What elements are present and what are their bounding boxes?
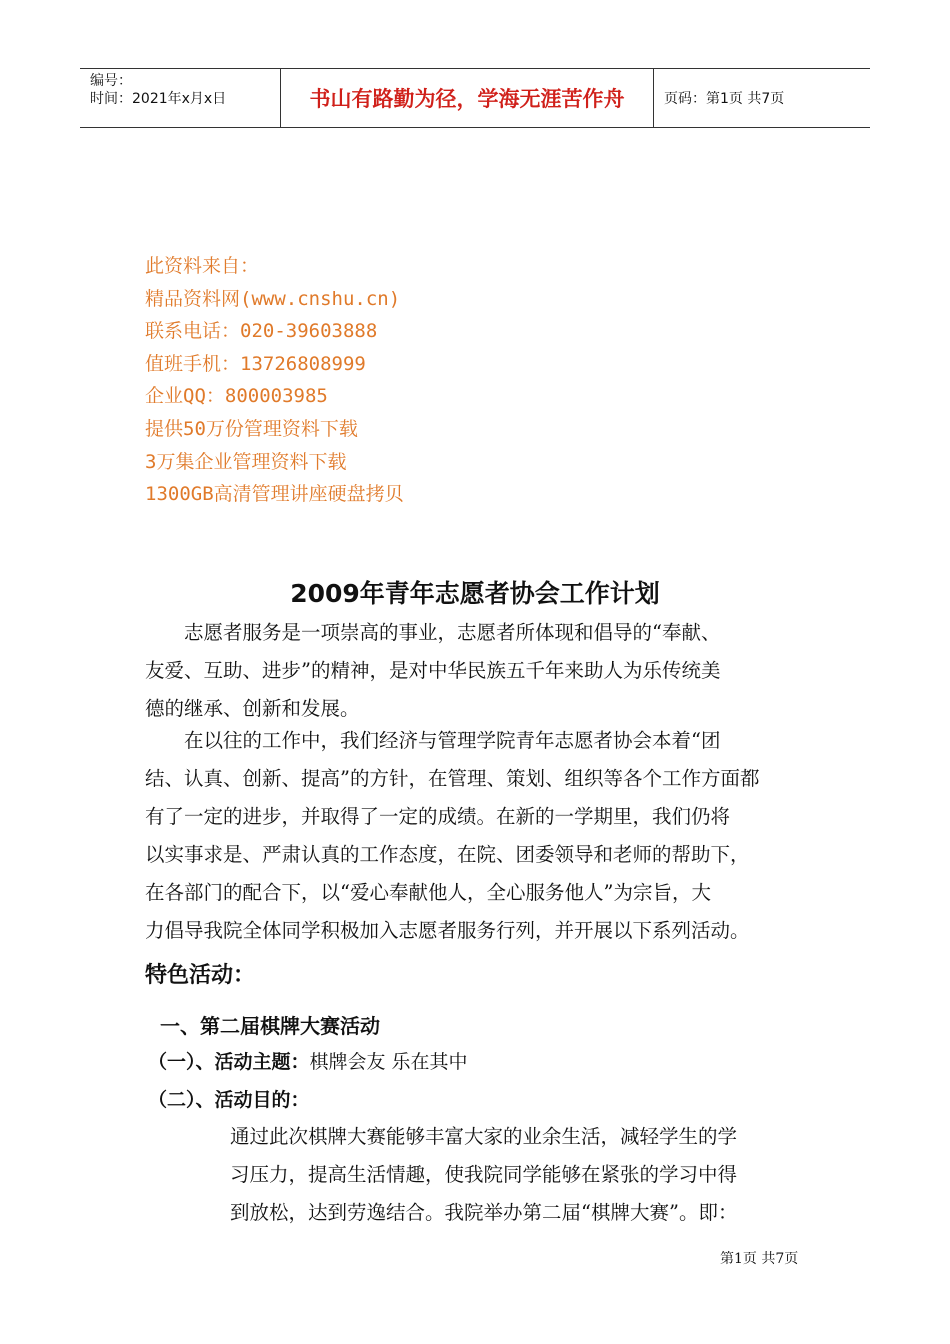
source-line: 联系电话：020-39603888: [145, 320, 378, 343]
header-motto: 书山有路勤为径，学海无涯苦作舟: [281, 69, 654, 127]
activity-purpose: [148, 1085, 310, 1112]
theme-label: （一）、活动主题：: [148, 1051, 310, 1073]
number-label: 编号：: [90, 73, 132, 89]
paragraph-line: 力倡导我院全体同学积极加入志愿者服务行列，并开展以下系列活动。: [145, 919, 750, 942]
document-title: 2009年青年志愿者协会工作计划: [290, 579, 660, 608]
work-paragraph: [145, 722, 835, 950]
paragraph-line: 到放松，达到劳逸结合。我院举办第二届“棋牌大赛”。即：: [230, 1201, 738, 1224]
paragraph-line: 习压力，提高生活情趣，使我院同学能够在紧张的学习中得: [230, 1163, 738, 1186]
paragraph-line: 德的继承、创新和发展。: [145, 697, 360, 720]
paragraph-line: 友爱、互助、进步”的精神，是对中华民族五千年来助人为乐传统美: [145, 659, 721, 682]
paragraph-line: 结、认真、创新、提高”的方针，在管理、策划、组织等各个工作方面都: [145, 767, 760, 790]
paragraph-line: 有了一定的进步，并取得了一定的成绩。在新的一学期里，我们仍将: [145, 805, 731, 828]
section-heading: 一、第二届棋牌大赛活动: [160, 1014, 380, 1038]
source-line: 1300GB高清管理讲座硬盘拷贝: [145, 483, 404, 506]
paragraph-line: 在以往的工作中，我们经济与管理学院青年志愿者协会本着“团: [145, 729, 721, 752]
header-table: [80, 68, 870, 128]
time-label: 时间：2021年x月x日: [90, 91, 227, 107]
paragraph-line: 通过此次棋牌大赛能够丰富大家的业余生活，减轻学生的学: [230, 1125, 738, 1148]
source-line: 值班手机：13726808999: [145, 352, 366, 375]
source-line: 精品资料网(www.cnshu.cn): [145, 287, 401, 310]
paragraph-line: 志愿者服务是一项崇高的事业，志愿者所体现和倡导的“奉献、: [145, 621, 721, 644]
special-activities-heading: 特色活动：: [145, 963, 256, 988]
source-info-block: [145, 250, 404, 511]
paragraph-line: 以实事求是、严肃认真的工作态度，在院、团委领导和老师的帮助下，: [145, 843, 750, 866]
header-meta-cell: [80, 69, 281, 127]
source-line: 此资料来自：: [145, 255, 260, 277]
source-line: 提供50万份管理资料下载: [145, 417, 358, 440]
source-line: 3万集企业管理资料下载: [145, 450, 347, 473]
intro-paragraph: [145, 614, 835, 728]
purpose-label: （二）、活动目的：: [148, 1089, 310, 1111]
header-page-info: 页码：第1页 共7页: [664, 91, 785, 107]
paragraph-line: 在各部门的配合下，以“爱心奉献他人，全心服务他人”为宗旨，大: [145, 881, 711, 904]
source-line: 企业QQ：800003985: [145, 385, 328, 408]
page-footer: 第1页 共7页: [720, 1251, 799, 1267]
activity-theme: [148, 1047, 468, 1074]
purpose-paragraph: [230, 1118, 737, 1232]
theme-value: 棋牌会友 乐在其中: [309, 1051, 468, 1073]
